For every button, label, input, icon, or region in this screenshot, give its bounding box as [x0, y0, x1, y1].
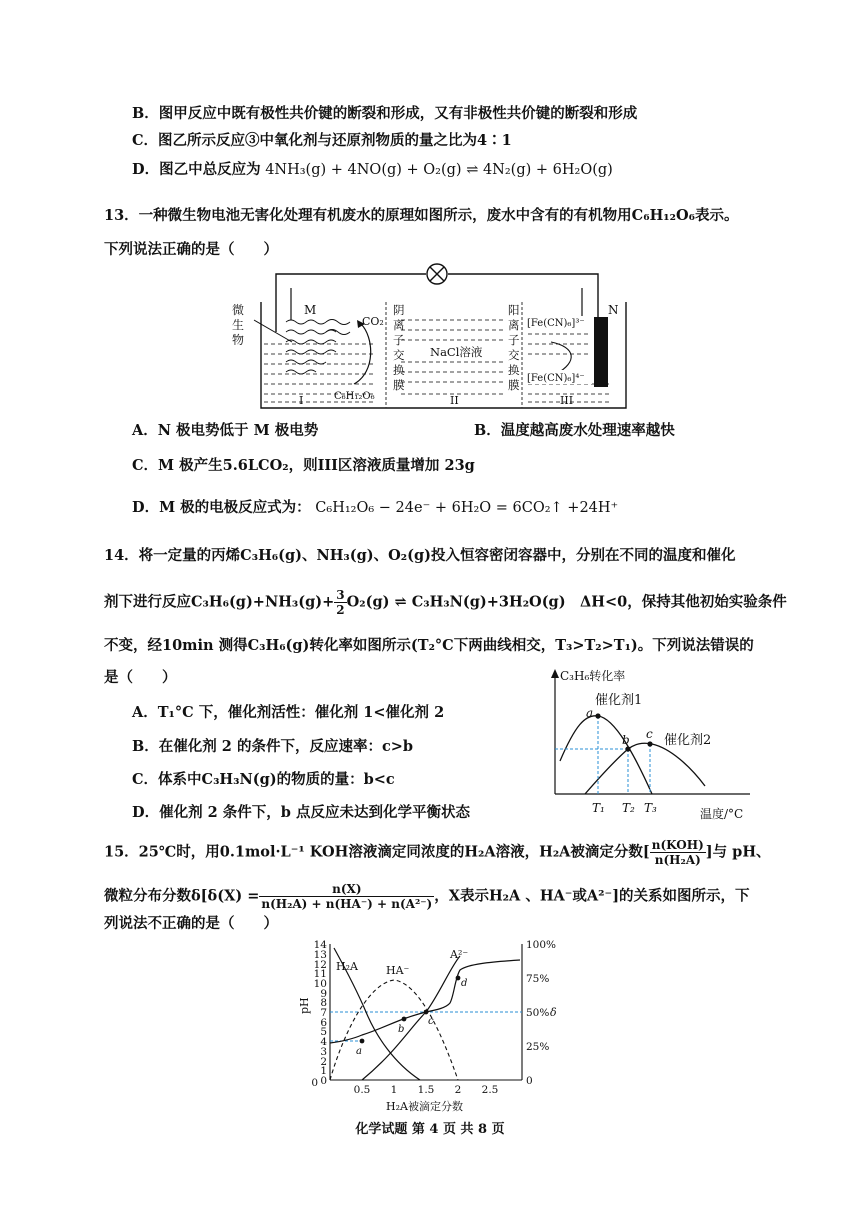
- catalyst-2-label: 催化剂2: [664, 733, 712, 748]
- svg-text:1.5: 1.5: [417, 1084, 435, 1096]
- svg-text:0: 0: [320, 1075, 327, 1087]
- q13-stem-line1: 13．一种微生物电池无害化处理有机废水的原理如图所示，废水中含有的有机物用C₆H₁₂O₆表示。: [104, 207, 739, 224]
- q15-fraction-2: [259, 882, 434, 911]
- q13-option-c: C．M 极产生5.6LCO₂，则III区溶液质量增加 23g: [132, 457, 475, 474]
- cation-membrane-label-2: 离: [508, 318, 520, 332]
- svg-text:1: 1: [390, 1084, 398, 1096]
- point-d: [456, 976, 461, 981]
- q14-stem-line4: 是（ ）: [104, 669, 177, 686]
- q15-stem-line2: [104, 882, 750, 911]
- anion-membrane-label-1: 阴: [393, 303, 405, 317]
- q14-option-c: C．体系中C₃H₃N(g)的物质的量：b<c: [132, 771, 395, 788]
- microbe-label-1: 微: [232, 303, 245, 317]
- q13-option-d: [132, 498, 618, 518]
- q14-fraction: [334, 588, 346, 617]
- q14-stem-line2-end: O₂(g) ⇌ C₃H₃N(g)+3H₂O(g) ΔH<0，保持其他初始实验条件: [346, 593, 787, 611]
- n-electrode: [594, 317, 608, 387]
- svg-text:2: 2: [320, 1056, 327, 1068]
- q15-fraction-1-num: n(KOH): [651, 838, 704, 852]
- svg-text:5: 5: [320, 1026, 327, 1038]
- microbe-coils: [286, 320, 350, 375]
- zone-2-label: II: [450, 394, 459, 407]
- page-footer: 化学试题 第 4 页 共 8 页: [355, 1122, 505, 1137]
- chart15-y2label: δ: [550, 1006, 557, 1019]
- q12-option-b: B．图甲反应中既有极性共价键的断裂和形成，又有非极性共价键的断裂和形成: [132, 105, 638, 122]
- a2-curve: [362, 956, 460, 1080]
- cation-membrane-label-1: 阳: [508, 303, 520, 317]
- q15-fraction-2-den: n(H₂A) + n(HA⁻) + n(A²⁻): [261, 897, 433, 911]
- point-a-label: a: [356, 1046, 362, 1057]
- microbe-label-2: 生: [232, 318, 245, 332]
- point-a: [595, 713, 600, 718]
- cation-membrane-label-3: 子: [508, 333, 520, 347]
- catalyst-1-label: 催化剂1: [595, 693, 643, 708]
- chart14-ylabel: C₃H₆转化率: [560, 669, 626, 683]
- q15-fraction-1-den: n(H₂A): [654, 853, 701, 867]
- svg-text:9: 9: [320, 988, 327, 1000]
- anion-membrane-label-4: 交: [393, 348, 405, 362]
- catalyst-1-curve: [560, 716, 652, 794]
- t2-label: T₂: [622, 801, 635, 815]
- q14-option-b: B．在催化剂 2 的条件下，反应速率：c>b: [132, 738, 414, 755]
- svg-text:0: 0: [526, 1075, 533, 1087]
- q14-fraction-num: 3: [336, 588, 345, 602]
- svg-text:13: 13: [313, 949, 327, 961]
- point-c-label: c: [646, 727, 653, 741]
- point-c-label: c: [428, 1016, 434, 1027]
- q15-stem-line1: [104, 838, 771, 867]
- zone-1-label: I: [299, 394, 304, 407]
- q15-stem-line2-end: ，X表示H₂A 、HA⁻或A²⁻]的关系如图所示，下: [434, 887, 750, 905]
- fe4-label: [Fe(CN)₆]⁴⁻: [527, 373, 585, 384]
- t3-label: T₃: [644, 801, 657, 815]
- glucose-label: C₆H₁₂O₆: [334, 391, 375, 402]
- q13-option-b: B．温度越高废水处理速率越快: [474, 422, 675, 439]
- point-b-label: b: [622, 733, 630, 747]
- t1-label: T₁: [592, 801, 605, 815]
- svg-text:2: 2: [454, 1084, 462, 1096]
- q14-stem-line2: [104, 588, 787, 617]
- q14-stem-line2-start: 剂下进行反应C₃H₆(g)+NH₃(g)+: [104, 593, 335, 611]
- h2a-label: H₂A: [336, 960, 358, 973]
- q14-conversion-chart: [540, 666, 762, 826]
- svg-text:2.5: 2.5: [481, 1084, 499, 1096]
- fraction-ticks: [354, 1084, 499, 1096]
- point-a: [360, 1039, 365, 1044]
- svg-text:3: 3: [320, 1046, 327, 1058]
- a2-label: A²⁻: [450, 948, 469, 961]
- ha-curve: [330, 980, 458, 1080]
- anion-membrane-label-3: 子: [393, 333, 405, 347]
- q15-fraction-2-num: n(X): [259, 882, 434, 897]
- svg-text:50%: 50%: [526, 1007, 550, 1019]
- q13-stem-line2: 下列说法正确的是（ ）: [104, 241, 278, 258]
- q12-option-d: [132, 160, 613, 180]
- svg-text:4: 4: [320, 1036, 327, 1048]
- ph-ticks: [314, 939, 328, 1087]
- q12-option-d-equation: 4NH₃(g) + 4NO(g) + O₂(g) ⇌ 4N₂(g) + 6H₂O(g): [265, 162, 613, 178]
- q15-stem-line3: 列说法不正确的是（ ）: [104, 915, 278, 932]
- svg-text:75%: 75%: [526, 973, 550, 985]
- ph-curve: [330, 960, 520, 1043]
- point-b: [402, 1017, 407, 1022]
- point-b-label: b: [398, 1024, 405, 1035]
- q13-cell-figure: [226, 262, 636, 412]
- q15-stem-line1-start: 15．25℃时，用0.1mol·L⁻¹ KOH溶液滴定同浓度的H₂A溶液，H₂A被滴定分数[: [104, 843, 650, 861]
- anion-membrane-label-5: 换: [393, 363, 405, 377]
- point-a-label: a: [586, 706, 594, 720]
- chart15-xlabel: H₂A被滴定分数: [386, 1100, 463, 1113]
- q14-stem-line3: 不变，经10min 测得C₃H₆(g)转化率如图所示(T₂°C下两曲线相交，T₃>T₂>T₁)。下列说法错误的: [104, 637, 754, 654]
- point-c: [424, 1010, 429, 1015]
- q15-titration-chart: [300, 938, 570, 1114]
- q15-fraction-1: [650, 838, 706, 867]
- svg-text:1: 1: [320, 1065, 327, 1077]
- chart14-xlabel: 温度/°C: [700, 807, 744, 821]
- q15-stem-line2-start: 微粒分布分数δ[δ(X) =: [104, 887, 260, 905]
- point-b: [625, 746, 630, 751]
- point-c: [647, 741, 652, 746]
- svg-text:25%: 25%: [526, 1041, 550, 1053]
- electrode-n-label: N: [608, 303, 619, 317]
- fraction-tick-zero: 0: [311, 1077, 318, 1089]
- q14-option-a: A．T₁°C 下，催化剂活性：催化剂 1<催化剂 2: [132, 704, 445, 721]
- anion-membrane-label-6: 膜: [393, 378, 405, 392]
- zone-3-label: III: [560, 394, 574, 407]
- q14-fraction-den: 2: [336, 603, 345, 617]
- svg-text:100%: 100%: [526, 939, 557, 951]
- svg-text:7: 7: [320, 1007, 327, 1019]
- q15-stem-line1-end: ]与 pH、: [705, 843, 771, 861]
- chart15-ylabel: pH: [298, 997, 311, 1014]
- anion-membrane-label-2: 离: [393, 318, 405, 332]
- svg-text:11: 11: [313, 968, 327, 980]
- q12-option-c: C．图乙所示反应③中氧化剂与还原剂物质的量之比为4∶1: [132, 132, 512, 149]
- ha-label: HA⁻: [386, 964, 410, 977]
- nacl-label: NaCl溶液: [430, 345, 483, 359]
- q13-option-d-equation: C₆H₁₂O₆ − 24e⁻ + 6H₂O = 6CO₂↑ +24H⁺: [315, 500, 619, 516]
- point-d-label: d: [461, 978, 468, 989]
- catalyst-2-curve: [585, 743, 705, 794]
- co2-label: CO₂: [362, 315, 384, 328]
- svg-text:0.5: 0.5: [353, 1084, 371, 1096]
- svg-text:12: 12: [313, 959, 327, 971]
- q13-option-d-label: D．M 极的电极反应式为：: [132, 499, 311, 516]
- cation-membrane-label-6: 膜: [508, 378, 520, 392]
- electrode-m-label: M: [304, 303, 317, 317]
- svg-text:8: 8: [320, 997, 327, 1009]
- cation-membrane-label-5: 换: [508, 363, 520, 377]
- q13-option-a: A．N 极电势低于 M 极电势: [132, 422, 319, 439]
- microbe-label-3: 物: [232, 333, 245, 347]
- fe3-label: [Fe(CN)₆]³⁻: [527, 318, 585, 329]
- q12-option-d-label: D．图乙中总反应为: [132, 161, 261, 178]
- cation-membrane-label-4: 交: [508, 348, 520, 362]
- q14-stem-line1: 14．将一定量的丙烯C₃H₆(g)、NH₃(g)、O₂(g)投入恒容密闭容器中，分别在不同的温度和催化: [104, 547, 736, 564]
- svg-text:14: 14: [313, 939, 327, 951]
- svg-text:10: 10: [313, 978, 327, 990]
- svg-text:6: 6: [320, 1017, 327, 1029]
- q14-option-d: D．催化剂 2 条件下，b 点反应未达到化学平衡状态: [132, 804, 470, 821]
